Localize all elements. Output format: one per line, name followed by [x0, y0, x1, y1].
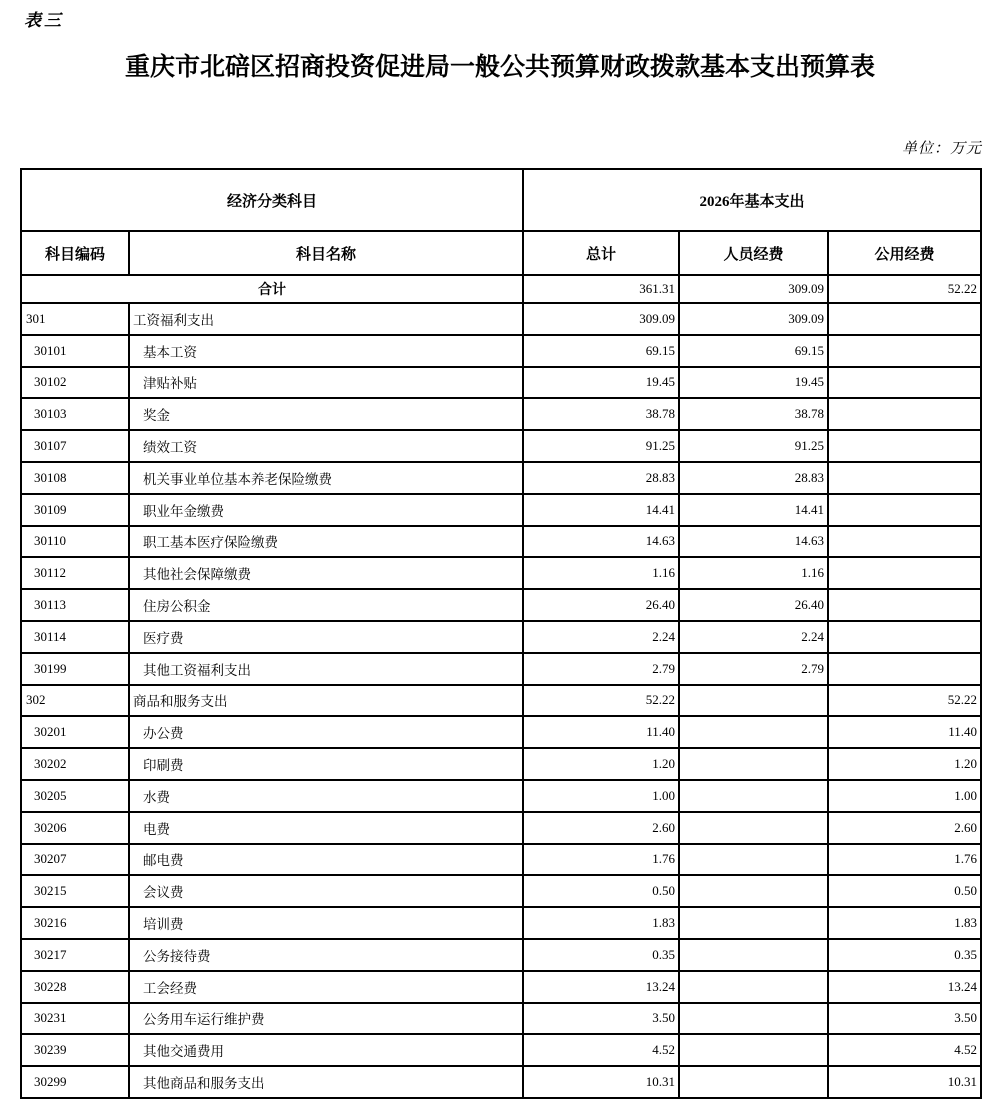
- total-row: [21, 275, 981, 303]
- cell-total: 309.09: [523, 303, 679, 335]
- total-row-personnel: 309.09: [679, 275, 828, 303]
- cell-public: 3.50: [828, 1003, 981, 1035]
- table-row: [21, 971, 981, 1003]
- cell-public: [828, 398, 981, 430]
- table-row: [21, 1034, 981, 1066]
- cell-subject-code: 30199: [21, 653, 129, 685]
- cell-subject-code: 30114: [21, 621, 129, 653]
- cell-total: 11.40: [523, 716, 679, 748]
- cell-total: 1.16: [523, 557, 679, 589]
- cell-public: [828, 367, 981, 399]
- cell-personnel: 1.16: [679, 557, 828, 589]
- cell-subject-name: 住房公积金: [129, 589, 523, 621]
- cell-public: [828, 653, 981, 685]
- cell-total: 38.78: [523, 398, 679, 430]
- cell-public: 4.52: [828, 1034, 981, 1066]
- cell-total: 2.60: [523, 812, 679, 844]
- table-label: 表三: [24, 11, 64, 30]
- cell-subject-code: 30239: [21, 1034, 129, 1066]
- cell-personnel: 14.41: [679, 494, 828, 526]
- cell-total: 69.15: [523, 335, 679, 367]
- cell-public: [828, 462, 981, 494]
- cell-personnel: [679, 1034, 828, 1066]
- cell-personnel: [679, 875, 828, 907]
- table-row: [21, 939, 981, 971]
- cell-public: [828, 621, 981, 653]
- cell-subject-name: 商品和服务支出: [129, 685, 523, 717]
- cell-subject-name: 奖金: [129, 398, 523, 430]
- cell-public: 13.24: [828, 971, 981, 1003]
- cell-subject-code: 30217: [21, 939, 129, 971]
- cell-subject-code: 301: [21, 303, 129, 335]
- cell-subject-name: 其他商品和服务支出: [129, 1066, 523, 1098]
- table-row: [21, 589, 981, 621]
- unit-note: 单位：万元: [901, 141, 982, 157]
- cell-subject-name: 电费: [129, 812, 523, 844]
- group-header-2026-basic-expenditure: 2026年基本支出: [523, 169, 981, 231]
- cell-subject-name: 培训费: [129, 907, 523, 939]
- cell-subject-code: 30101: [21, 335, 129, 367]
- cell-total: 10.31: [523, 1066, 679, 1098]
- cell-personnel: [679, 716, 828, 748]
- cell-personnel: 19.45: [679, 367, 828, 399]
- col-header-subject-name: 科目名称: [129, 231, 523, 275]
- cell-personnel: 38.78: [679, 398, 828, 430]
- cell-total: 1.20: [523, 748, 679, 780]
- cell-total: 0.50: [523, 875, 679, 907]
- cell-subject-code: 30216: [21, 907, 129, 939]
- total-row-public: 52.22: [828, 275, 981, 303]
- table-row: [21, 494, 981, 526]
- table-row: [21, 907, 981, 939]
- cell-public: 1.76: [828, 844, 981, 876]
- table-row: [21, 462, 981, 494]
- table-row: [21, 685, 981, 717]
- cell-public: [828, 526, 981, 558]
- col-header-public-expense: 公用经费: [828, 231, 981, 275]
- cell-subject-code: 30206: [21, 812, 129, 844]
- cell-total: 0.35: [523, 939, 679, 971]
- cell-public: 10.31: [828, 1066, 981, 1098]
- cell-subject-name: 公务接待费: [129, 939, 523, 971]
- column-header-row: [21, 231, 981, 275]
- col-header-total: 总计: [523, 231, 679, 275]
- table-row: [21, 812, 981, 844]
- cell-total: 13.24: [523, 971, 679, 1003]
- table-row: [21, 335, 981, 367]
- cell-subject-code: 30107: [21, 430, 129, 462]
- cell-subject-name: 公务用车运行维护费: [129, 1003, 523, 1035]
- cell-subject-code: 30113: [21, 589, 129, 621]
- table-row: [21, 526, 981, 558]
- cell-subject-code: 30103: [21, 398, 129, 430]
- cell-total: 1.76: [523, 844, 679, 876]
- cell-total: 1.83: [523, 907, 679, 939]
- cell-total: 28.83: [523, 462, 679, 494]
- cell-personnel: [679, 971, 828, 1003]
- cell-subject-code: 30202: [21, 748, 129, 780]
- cell-subject-name: 基本工资: [129, 335, 523, 367]
- col-header-subject-code: 科目编码: [21, 231, 129, 275]
- cell-subject-code: 30102: [21, 367, 129, 399]
- cell-subject-code: 302: [21, 685, 129, 717]
- group-header-row: [21, 169, 981, 231]
- cell-subject-name: 水费: [129, 780, 523, 812]
- cell-public: [828, 494, 981, 526]
- table-row: [21, 653, 981, 685]
- group-header-economic-classification: 经济分类科目: [21, 169, 523, 231]
- cell-personnel: [679, 812, 828, 844]
- table-row: [21, 748, 981, 780]
- cell-public: 2.60: [828, 812, 981, 844]
- cell-total: 14.63: [523, 526, 679, 558]
- total-row-total: 361.31: [523, 275, 679, 303]
- cell-personnel: 2.79: [679, 653, 828, 685]
- cell-subject-code: 30215: [21, 875, 129, 907]
- cell-subject-name: 津贴补贴: [129, 367, 523, 399]
- cell-public: [828, 335, 981, 367]
- table-body: [21, 275, 981, 1098]
- cell-personnel: [679, 844, 828, 876]
- table-row: [21, 1003, 981, 1035]
- cell-public: [828, 430, 981, 462]
- cell-public: [828, 557, 981, 589]
- cell-public: 1.20: [828, 748, 981, 780]
- cell-subject-name: 职业年金缴费: [129, 494, 523, 526]
- table-row: [21, 398, 981, 430]
- col-header-personnel-expense: 人员经费: [679, 231, 828, 275]
- cell-personnel: 26.40: [679, 589, 828, 621]
- table-row: [21, 621, 981, 653]
- cell-personnel: 69.15: [679, 335, 828, 367]
- table-row: [21, 557, 981, 589]
- cell-subject-code: 30112: [21, 557, 129, 589]
- table-row: [21, 844, 981, 876]
- cell-personnel: 28.83: [679, 462, 828, 494]
- cell-personnel: [679, 907, 828, 939]
- table-row: [21, 780, 981, 812]
- cell-personnel: [679, 780, 828, 812]
- cell-personnel: [679, 1066, 828, 1098]
- cell-subject-code: 30110: [21, 526, 129, 558]
- cell-subject-name: 邮电费: [129, 844, 523, 876]
- cell-subject-code: 30109: [21, 494, 129, 526]
- table-row: [21, 303, 981, 335]
- cell-total: 3.50: [523, 1003, 679, 1035]
- cell-public: 11.40: [828, 716, 981, 748]
- cell-personnel: [679, 685, 828, 717]
- cell-public: 1.00: [828, 780, 981, 812]
- cell-subject-code: 30228: [21, 971, 129, 1003]
- table-row: [21, 1066, 981, 1098]
- cell-total: 52.22: [523, 685, 679, 717]
- cell-public: [828, 589, 981, 621]
- cell-subject-name: 会议费: [129, 875, 523, 907]
- cell-personnel: 14.63: [679, 526, 828, 558]
- cell-total: 1.00: [523, 780, 679, 812]
- cell-total: 14.41: [523, 494, 679, 526]
- cell-public: 52.22: [828, 685, 981, 717]
- table-row: [21, 875, 981, 907]
- cell-subject-name: 其他社会保障缴费: [129, 557, 523, 589]
- cell-personnel: [679, 748, 828, 780]
- cell-public: 0.50: [828, 875, 981, 907]
- cell-subject-code: 30108: [21, 462, 129, 494]
- cell-subject-name: 办公费: [129, 716, 523, 748]
- table-row: [21, 367, 981, 399]
- cell-public: 0.35: [828, 939, 981, 971]
- table-row: [21, 430, 981, 462]
- cell-total: 91.25: [523, 430, 679, 462]
- cell-subject-code: 30299: [21, 1066, 129, 1098]
- cell-subject-name: 工会经费: [129, 971, 523, 1003]
- cell-total: 19.45: [523, 367, 679, 399]
- cell-subject-name: 其他交通费用: [129, 1034, 523, 1066]
- cell-subject-name: 绩效工资: [129, 430, 523, 462]
- cell-total: 4.52: [523, 1034, 679, 1066]
- cell-subject-name: 印刷费: [129, 748, 523, 780]
- cell-total: 26.40: [523, 589, 679, 621]
- cell-personnel: 91.25: [679, 430, 828, 462]
- cell-personnel: [679, 939, 828, 971]
- cell-subject-code: 30231: [21, 1003, 129, 1035]
- cell-personnel: 309.09: [679, 303, 828, 335]
- cell-subject-name: 医疗费: [129, 621, 523, 653]
- budget-table: [20, 168, 982, 1099]
- total-row-label: 合计: [21, 275, 523, 303]
- cell-personnel: 2.24: [679, 621, 828, 653]
- cell-public: [828, 303, 981, 335]
- page-title: 重庆市北碚区招商投资促进局一般公共预算财政拨款基本支出预算表: [124, 53, 875, 81]
- cell-subject-code: 30207: [21, 844, 129, 876]
- cell-subject-code: 30205: [21, 780, 129, 812]
- cell-subject-name: 机关事业单位基本养老保险缴费: [129, 462, 523, 494]
- cell-public: 1.83: [828, 907, 981, 939]
- table-row: [21, 716, 981, 748]
- cell-subject-name: 职工基本医疗保险缴费: [129, 526, 523, 558]
- cell-subject-name: 工资福利支出: [129, 303, 523, 335]
- cell-subject-code: 30201: [21, 716, 129, 748]
- cell-personnel: [679, 1003, 828, 1035]
- cell-total: 2.79: [523, 653, 679, 685]
- cell-subject-name: 其他工资福利支出: [129, 653, 523, 685]
- cell-total: 2.24: [523, 621, 679, 653]
